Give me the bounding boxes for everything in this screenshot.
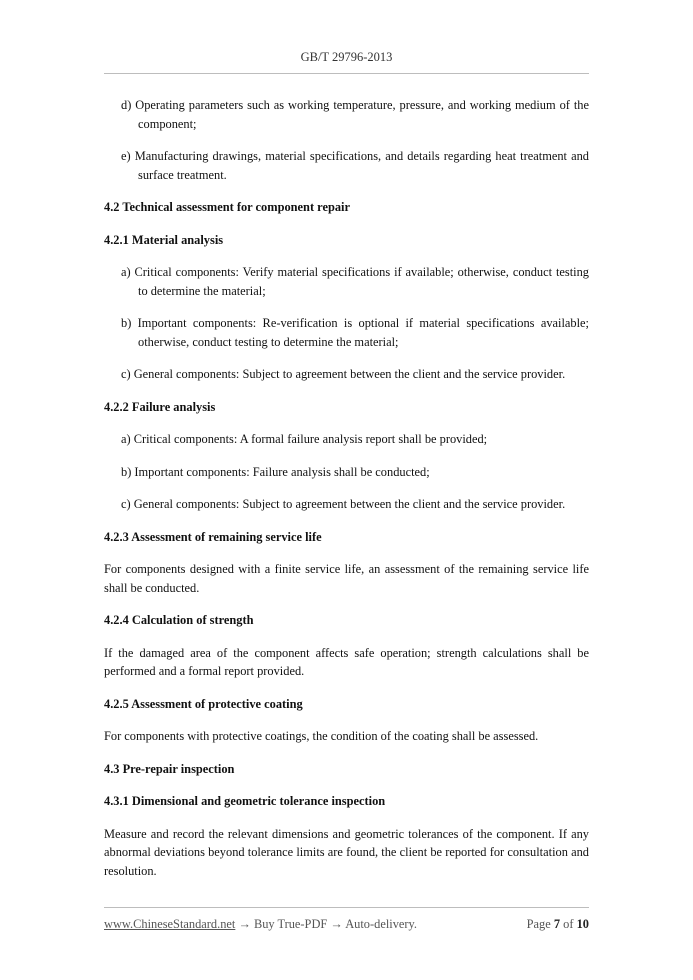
list-item-e: e) Manufacturing drawings, material specifications, and details regarding heat treatment and surface treatment. bbox=[121, 149, 589, 182]
material-analysis-item-b: b) Important components: Re-verification is optional if material specifications available; otherwise, conduct testing to determine the material; bbox=[121, 316, 589, 349]
paragraph-4-2-4: If the damaged area of the component affects safe operation; strength calculations shall be performed and a formal report provided. bbox=[104, 645, 589, 678]
page-current: 7 bbox=[553, 917, 561, 931]
section-heading-4-3-1: 4.3.1 Dimensional and geometric tolerance inspection bbox=[104, 794, 386, 808]
failure-analysis-item-c: c) General components: Subject to agreement between the client and the service provider. bbox=[121, 497, 566, 511]
section-heading-4-2-4: 4.2.4 Calculation of strength bbox=[104, 613, 254, 627]
paragraph-4-3-1: Measure and record the relevant dimensions and geometric tolerances of the component. If any abnormal deviations beyond tolerance limits are found, the client be reported for consultation and resolution. bbox=[104, 826, 589, 878]
arrow-right-icon: → bbox=[330, 917, 343, 931]
footer-promo bbox=[104, 917, 417, 932]
of-label: of bbox=[563, 917, 574, 931]
section-heading-4-2-1: 4.2.1 Material analysis bbox=[104, 232, 224, 247]
section-heading-4-3: 4.3 Pre-repair inspection bbox=[104, 761, 235, 776]
arrow-right-icon: → bbox=[238, 917, 251, 931]
section-heading-4-2-5: 4.2.5 Assessment of protective coating bbox=[104, 696, 303, 711]
material-analysis-item-a: a) Critical components: Verify material specifications if available; otherwise, conduct testing to determine the material; bbox=[121, 265, 589, 298]
page-label: Page bbox=[526, 917, 551, 931]
list-item-d: d) Operating parameters such as working temperature, pressure, and working medium of the component; bbox=[121, 98, 589, 131]
header-divider bbox=[104, 73, 589, 74]
footer-delivery-text: Auto-delivery. bbox=[345, 917, 418, 931]
paragraph-4-2-5: For components with protective coatings, the condition of the coating shall be assessed. bbox=[104, 729, 539, 743]
section-heading-4-2-3: 4.2.3 Assessment of remaining service life bbox=[104, 529, 322, 544]
footer-divider bbox=[104, 907, 589, 908]
document-body bbox=[104, 96, 589, 894]
failure-analysis-item-b: b) Important components: Failure analysis shall be conducted; bbox=[121, 464, 430, 479]
page-total: 10 bbox=[576, 917, 589, 931]
section-heading-4-2: 4.2 Technical assessment for component repair bbox=[104, 200, 350, 214]
section-heading-4-2-2: 4.2.2 Failure analysis bbox=[104, 399, 216, 414]
material-analysis-item-c: c) General components: Subject to agreement between the client and the service provider. bbox=[121, 367, 566, 381]
page-header: GB/T 29796-2013 bbox=[300, 50, 393, 64]
footer-buy-text: Buy True-PDF bbox=[253, 917, 328, 931]
failure-analysis-item-a: a) Critical components: A formal failure analysis report shall be provided; bbox=[121, 432, 488, 446]
footer-site-link[interactable]: www.ChineseStandard.net bbox=[104, 917, 236, 931]
page-number bbox=[527, 917, 589, 932]
paragraph-4-2-3: For components designed with a finite service life, an assessment of the remaining service life shall be conducted. bbox=[104, 562, 589, 595]
